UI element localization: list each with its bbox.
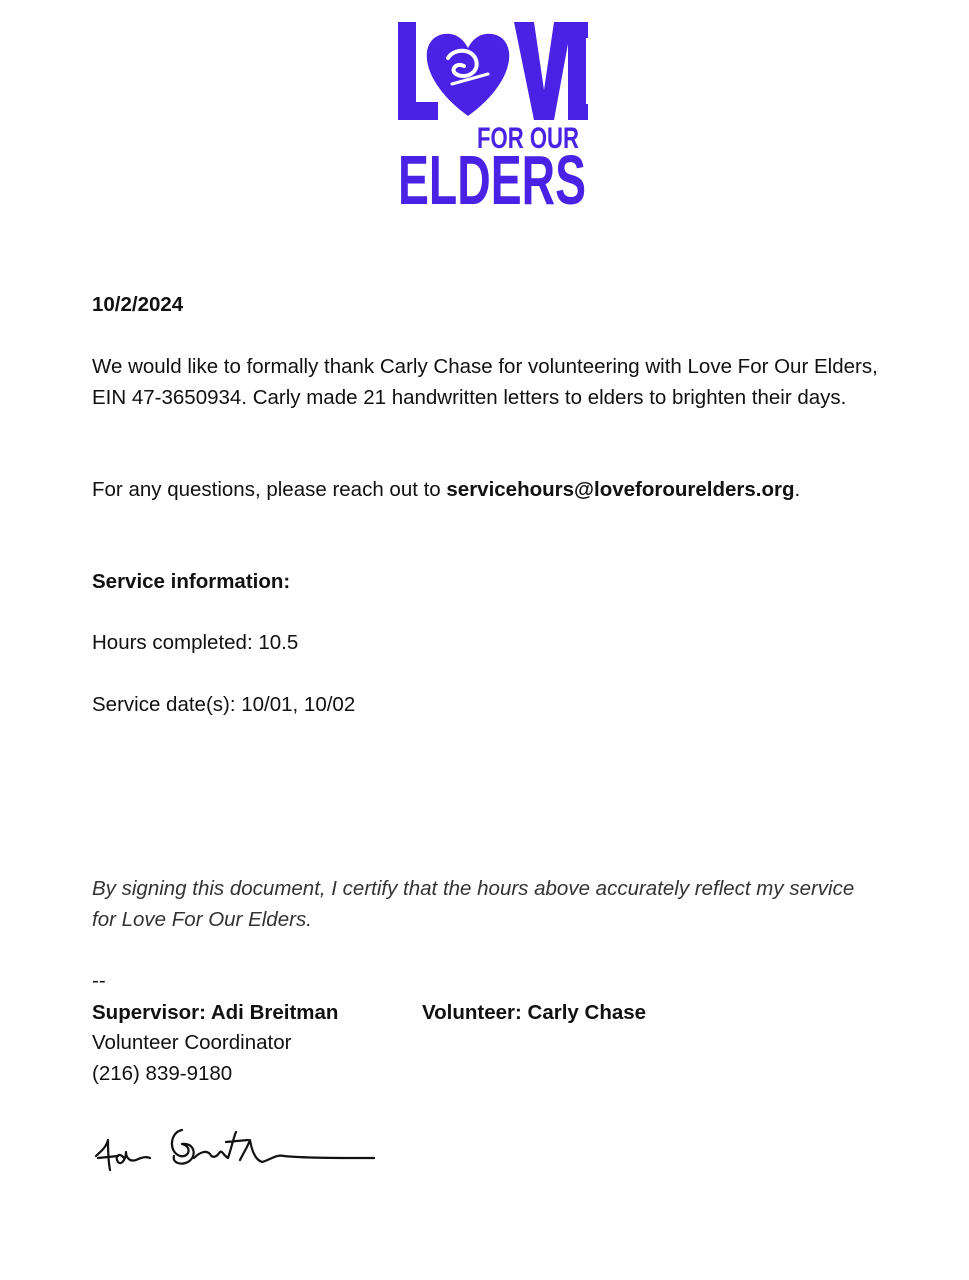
certification-statement: By signing this document, I certify that the hours above accurately reflect my service for Love For Our Elders. — [92, 877, 855, 931]
contact-suffix: . — [794, 478, 801, 501]
supervisor-phone: (216) 839-9180 — [92, 1062, 233, 1085]
contact-paragraph — [92, 475, 892, 506]
contact-prefix: For any questions, please reach out to — [92, 478, 447, 501]
supervisor-name: Supervisor: Adi Breitman — [92, 1001, 339, 1024]
supervisor-signature — [94, 1122, 379, 1178]
service-dates: Service date(s): 10/01, 10/02 — [92, 693, 356, 716]
service-info-heading: Service information: — [92, 570, 291, 593]
thank-you-paragraph: We would like to formally thank Carly Chase for volunteering with Love For Our Elders, EIN 47-3650934. Carly made 21 handwritten letters to elders to brighten their days. — [92, 355, 878, 409]
supervisor-title: Volunteer Coordinator — [92, 1031, 292, 1054]
contact-email: servicehours@loveforourelders.org — [446, 478, 795, 501]
organization-logo — [396, 18, 588, 208]
logo-line-elders: ELDERS — [398, 141, 586, 208]
hours-completed: Hours completed: 10.5 — [92, 631, 299, 654]
logo-line-for-our: FOR OUR — [477, 122, 580, 155]
volunteer-name: Volunteer: Carly Chase — [422, 1001, 647, 1024]
letter-date: 10/2/2024 — [92, 293, 184, 316]
signoff-dashes: -- — [92, 969, 106, 992]
